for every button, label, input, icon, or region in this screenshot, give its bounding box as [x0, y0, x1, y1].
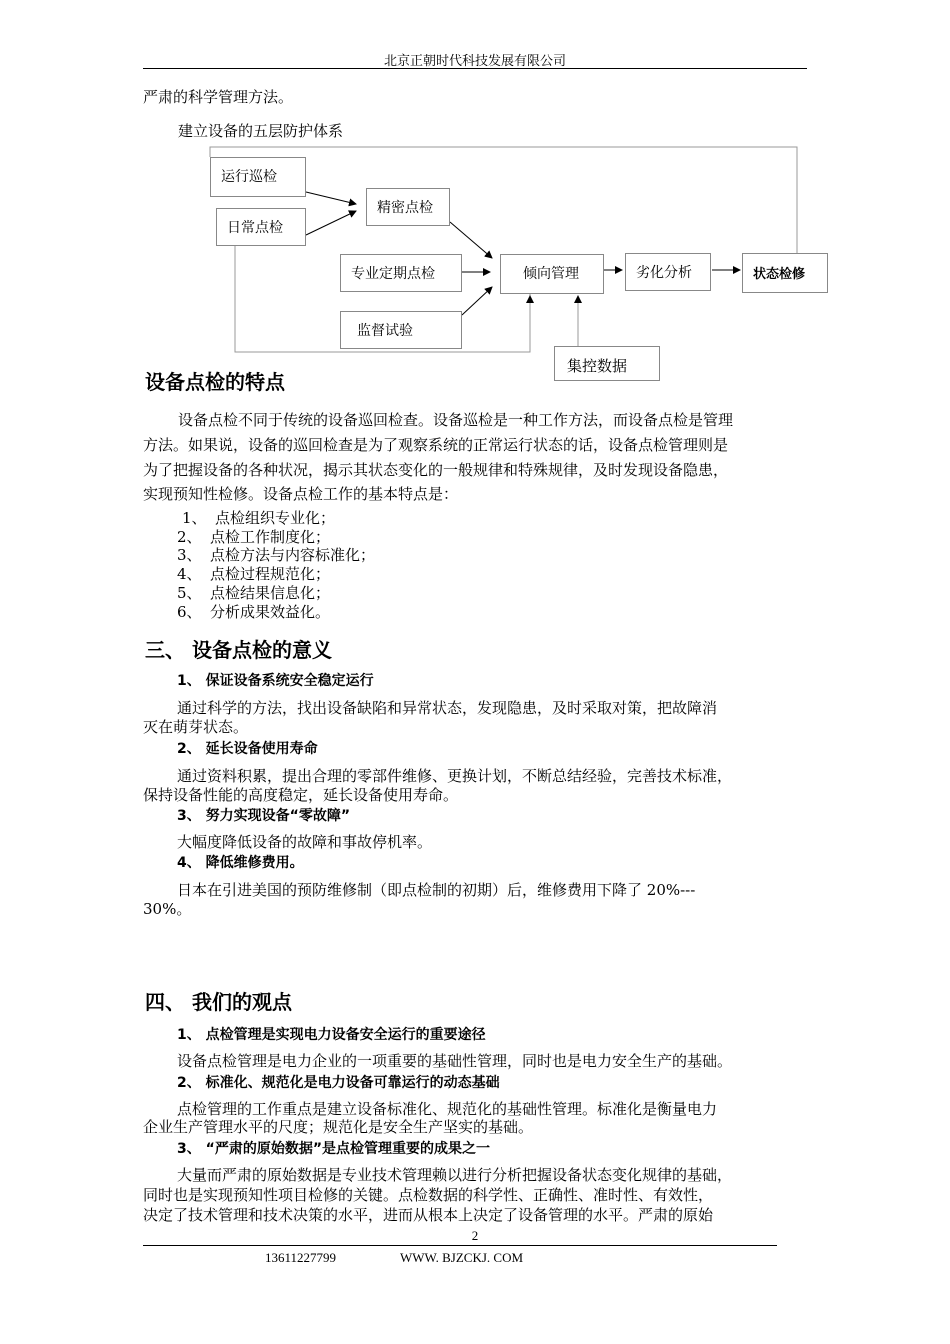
features-para-line: 实现预知性检修。设备点检工作的基本特点是： — [143, 485, 459, 503]
node-central: 集控数据 — [554, 346, 660, 381]
list-item-number: 4、 — [177, 565, 202, 583]
meaning-line: 30%。 — [143, 900, 192, 918]
diagram-connectors — [0, 0, 950, 400]
features-para-line: 为了把握设备的各种状况，揭示其状态变化的一般规律和特殊规律，及时发现设备隐患， — [143, 461, 729, 479]
section-meaning-title: 三、 设备点检的意义 — [145, 638, 332, 662]
arrow-patrol-precise — [306, 192, 356, 204]
views-line: 企业生产管理水平的尺度；规范化是安全生产坚实的基础。 — [143, 1118, 534, 1136]
list-item-text: 点检过程规范化； — [210, 565, 331, 583]
arrow-daily-precise — [306, 211, 356, 235]
views-line: 同时也是实现预知性项目检修的关键。点检数据的科学性、正确性、准时性、有效性， — [143, 1186, 714, 1204]
node-patrol: 运行巡检 — [210, 157, 306, 197]
list-item-number: 3、 — [177, 546, 202, 564]
views-heading: 1、 点检管理是实现电力设备安全运行的重要途径 — [177, 1027, 486, 1043]
meaning-heading: 1、 保证设备系统安全稳定运行 — [177, 673, 374, 689]
list-item-text: 点检组织专业化； — [215, 509, 336, 527]
node-trend: 倾向管理 — [500, 254, 604, 294]
meaning-line: 灭在萌芽状态。 — [143, 718, 249, 736]
features-para-line: 设备点检不同于传统的设备巡回检查。设备巡检是一种工作方法，而设备点检是管理 — [178, 411, 734, 429]
meaning-line: 通过资料积累，提出合理的零部件维修、更换计划，不断总结经验，完善技术标准， — [177, 767, 733, 785]
node-degrade: 劣化分析 — [625, 253, 711, 291]
list-item-number: 5、 — [177, 584, 202, 602]
views-line: 设备点检管理是电力企业的一项重要的基础性管理，同时也是电力安全生产的基础。 — [177, 1052, 733, 1070]
meaning-line: 保持设备性能的高度稳定，延长设备使用寿命。 — [143, 786, 459, 804]
list-item-text: 分析成果效益化。 — [210, 603, 331, 621]
list-item-text: 点检工作制度化； — [210, 528, 331, 546]
footer-rule — [143, 1245, 777, 1246]
features-para-line: 方法。如果说，设备的巡回检查是为了观察系统的正常运行状态的话，设备点检管理则是 — [143, 436, 729, 454]
meaning-line: 日本在引进美国的预防维修制（即点检制的初期）后，维修费用下降了 20%--- — [177, 881, 696, 899]
views-heading: 2、 标准化、规范化是电力设备可靠运行的动态基础 — [177, 1075, 500, 1091]
page-number: 2 — [471, 1228, 479, 1243]
footer-phone: 13611227799 — [265, 1250, 337, 1265]
node-precise: 精密点检 — [366, 188, 450, 226]
footer-website[interactable]: WWW. BJZCKJ. COM — [400, 1250, 524, 1265]
views-line: 决定了技术管理和技术决策的水平，进而从根本上决定了设备管理的水平。严肃的原始 — [143, 1206, 714, 1224]
node-periodic: 专业定期点检 — [340, 254, 462, 292]
views-heading: 3、 “严肃的原始数据”是点检管理重要的成果之一 — [177, 1141, 491, 1157]
list-item-number: 1、 — [182, 509, 207, 527]
section-features-title: 设备点检的特点 — [145, 370, 285, 394]
header-company: 北京正朝时代科技发展有限公司 — [383, 54, 566, 69]
diagram-caption: 建立设备的五层防护体系 — [178, 122, 344, 140]
node-daily: 日常点检 — [216, 208, 306, 246]
node-supervise: 监督试验 — [340, 311, 462, 349]
views-line: 点检管理的工作重点是建立设备标准化、规范化的基础性管理。标准化是衡量电力 — [177, 1100, 718, 1118]
section-views-title: 四、 我们的观点 — [145, 990, 292, 1014]
list-item-text: 点检方法与内容标准化； — [210, 546, 376, 564]
list-item-text: 点检结果信息化； — [210, 584, 331, 602]
views-line: 大量而严肃的原始数据是专业技术管理赖以进行分析把握设备状态变化规律的基础， — [177, 1166, 733, 1184]
meaning-line: 大幅度降低设备的故障和事故停机率。 — [177, 833, 433, 851]
arrow-supervise-trend — [462, 287, 492, 315]
meaning-heading: 3、 努力实现设备“零故障” — [177, 808, 351, 824]
intro-line: 严肃的科学管理方法。 — [143, 88, 294, 106]
list-item-number: 2、 — [177, 528, 202, 546]
meaning-heading: 4、 降低维修费用。 — [177, 855, 304, 871]
meaning-heading: 2、 延长设备使用寿命 — [177, 741, 318, 757]
node-state: 状态检修 — [742, 253, 828, 293]
arrow-precise-trend — [450, 222, 492, 258]
list-item-number: 6、 — [177, 603, 202, 621]
meaning-line: 通过科学的方法，找出设备缺陷和异常状态，发现隐患，及时采取对策，把故障消 — [177, 699, 718, 717]
